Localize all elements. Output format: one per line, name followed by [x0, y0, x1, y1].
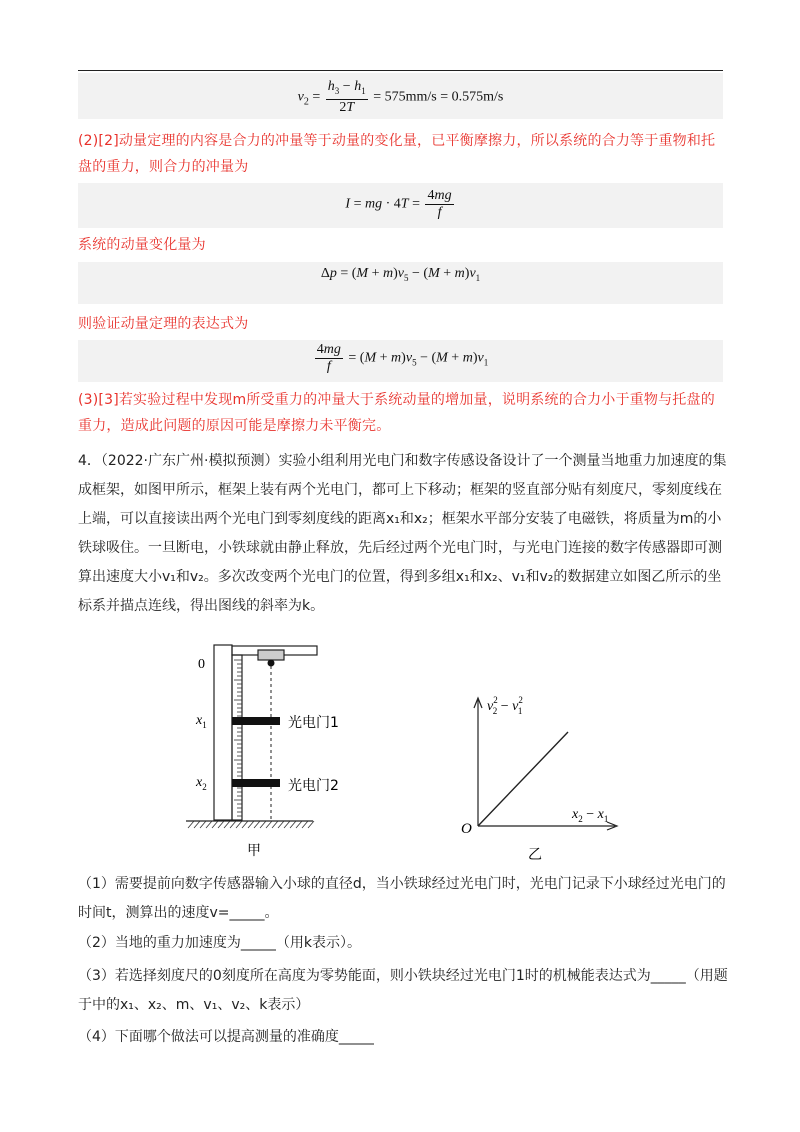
sub-question-1: （1）需要提前向数字传感器输入小球的直径d，当小铁球经过光电门时，光电门记录下小球经过光电门的时间t，测算出的速度v=_____。 — [78, 876, 726, 921]
equation-box-delta-p — [78, 262, 723, 304]
graph-line — [478, 732, 568, 826]
ground-hatch-line — [254, 821, 260, 828]
ruler-ticks — [234, 660, 242, 816]
ground-hatch-line — [266, 821, 272, 828]
light-gate-2-label: 光电门2 — [288, 778, 339, 794]
equation-impulse: I = mg · 4T = $\frac{4mg}{f}$ — [345, 188, 452, 220]
question-4 — [78, 447, 728, 621]
experiment-figures — [0, 640, 800, 860]
sub-question-4: （4）下面哪个做法可以提高测量的准确度_____ — [78, 1029, 374, 1045]
equation-box-verify — [78, 340, 723, 382]
ground-hatch-line — [272, 821, 278, 828]
iron-ball — [268, 660, 275, 667]
solution-step3-text: (3)[3]若实验过程中发现m所受重力的冲量大于系统动量的增加量，说明系统的合力小于重物与托盘的重力，造成此问题的原因可能是摩擦力未平衡完。 — [78, 392, 715, 434]
ground-hatch-line — [260, 821, 266, 828]
ground-hatch-line — [290, 821, 296, 828]
vertical-post — [214, 645, 232, 820]
equation-v2: $v_2$ = $\frac{h_3 - h_1}{2T}$ = 575mm/s = 0.575m/s — [297, 79, 504, 115]
ground-hatch-line — [188, 821, 194, 828]
ground-hatch-line — [302, 821, 308, 828]
solution-step2-text: (2)[2]动量定理的内容是合力的冲量等于动量的变化量，已平衡摩擦力，所以系统的合力等于重物和托盘的重力，则合力的冲量为 — [78, 133, 716, 175]
figure-jia-frame — [186, 645, 317, 821]
sub-question-3: （3）若选择刻度尺的0刻度所在高度为零势能面，则小铁块经过光电门1时的机械能表达式为_____（用题于中的x₁、x₂、m、v₁、v₂、k表示） — [78, 968, 728, 1013]
equation-box-v2 — [78, 73, 723, 119]
ground-hatch-line — [308, 821, 314, 828]
ground-hatch-line — [236, 821, 242, 828]
equation-verify: $\frac{4mg}{f}$ = $(M + m)v_5 - (M + m)v_1$ — [316, 342, 489, 374]
light-gate-1 — [232, 717, 280, 725]
equation-v2-result: = 575mm/s = 0.575m/s — [373, 89, 504, 105]
ground-hatch-line — [224, 821, 230, 828]
figure-yi-caption: 乙 — [528, 847, 542, 860]
zero-label: 0 — [198, 657, 205, 672]
ground-hatch-line — [194, 821, 200, 828]
ground-hatch — [188, 821, 314, 828]
x2-label: $x_2$ — [196, 775, 207, 792]
ground-hatch-line — [218, 821, 224, 828]
header-rule — [78, 70, 723, 71]
question-source: （2022·广东广州·模拟预测） — [100, 453, 279, 469]
ground-hatch-line — [230, 821, 236, 828]
origin-label: O — [461, 821, 472, 837]
y-axis-label: $v^2$ $2 - v^2$ 1 — [487, 695, 523, 716]
ground-hatch-line — [296, 821, 302, 828]
question-stem: 实验小组利用光电门和数字传感设备设计了一个测量当地重力加速度的集成框架，如图甲所示，框架上装有两个光电门，都可上下移动；框架的竖直部分贴有刻度尺，零刻度线在上端，可以直接读出两个光电门到零刻度线的距离x₁和x₂；框架水平部分安装了电磁铁，将质量为m的小铁球吸住。一旦断电，小铁球就由静止释放，先后经过两个光电门时，与光电门连接的数字传感器即可测算出速度大小v₁和v₂。多次改变两个光电门的位置，得到多组x₁和x₂、v₁和v₂的数据建立如图乙所示的坐标系并描点连线，得出图线的斜率为k。 — [78, 453, 727, 614]
ground-hatch-line — [284, 821, 290, 828]
question-number: 4． — [78, 453, 101, 469]
ground-hatch-line — [248, 821, 254, 828]
ground-hatch-line — [242, 821, 248, 828]
equation-box-impulse — [78, 183, 723, 228]
momentum-change-label: 系统的动量变化量为 — [78, 237, 206, 253]
light-gate-2 — [232, 779, 280, 787]
light-gate-1-label: 光电门1 — [288, 715, 339, 731]
ground-hatch-line — [206, 821, 212, 828]
ground-hatch-line — [278, 821, 284, 828]
expression-label: 则验证动量定理的表达式为 — [78, 316, 249, 332]
ground-hatch-line — [212, 821, 218, 828]
x1-label: $x_1$ — [196, 713, 207, 730]
figure-jia-caption: 甲 — [247, 843, 261, 859]
x-axis-label: $x_2 - x_1$ — [572, 807, 609, 824]
sub-question-2: （2）当地的重力加速度为_____（用k表示）。 — [78, 935, 362, 951]
electromagnet — [258, 650, 284, 660]
ground-hatch-line — [200, 821, 206, 828]
equation-delta-p: $\Delta p = (M + m)v_5 - (M + m)v_1$ — [320, 266, 481, 283]
